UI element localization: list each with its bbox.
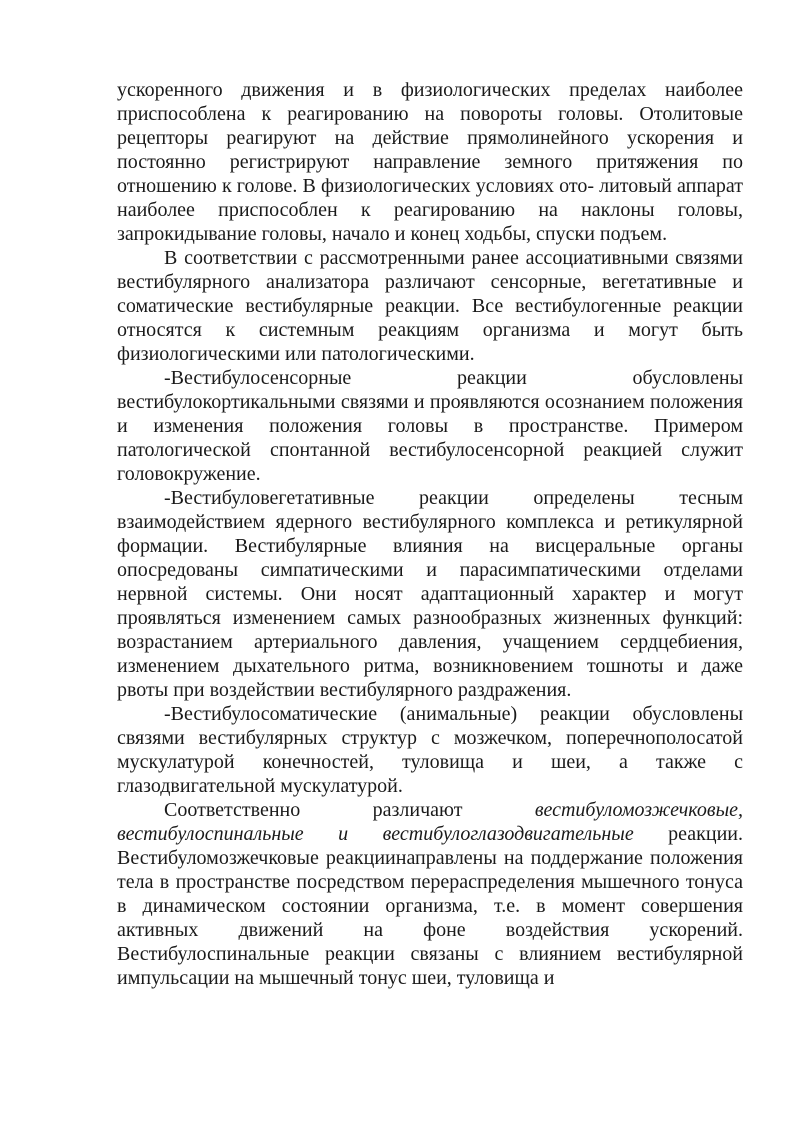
paragraph-6-text-b: реакции. Вестибуломозжечковые реакциинаправлены на поддержание положения тела в пространстве посредством перераспределения мышечного тонуса в динамическом состоянии организма, т.е. в момент совершения активных движений на фоне воздействия ускорений. Вестибулоспинальные реакции связаны с влиянием вестибулярной импульсации на мышечный тонус шеи, туловища и xyxy=(117,823,744,989)
paragraph-4: -Вестибуловегетативные реакции определены тесным взаимодействием ядерного вестибулярного комплекса и ретикулярной формации. Вестибулярные влияния на висцеральные органы опосредованы симпатическими и парасимпатическими отделами нервной системы. Они носят адаптационный характер и могут проявляться изменением самых разнообразных жизненных функций: возрастанием артериального давления, учащением сердцебиения, изменением дыхательного ритма, возникновением тошноты и даже рвоты при воздействии вестибулярного раздражения. xyxy=(117,487,743,701)
paragraph-6-italic-terms-b: вестибулоглазодвигательные xyxy=(382,823,634,845)
paragraph-2: В соответствии с рассмотренными ранее ассоциативными связями вестибулярного анализатора различают сенсорные, вегетативные и соматические вестибулярные реакции. Все вестибулогенные реакции относятся к системным реакциям организма и могут быть физиологическими или патологическими. xyxy=(117,247,743,365)
paragraph-6-text-a: Соответственно различают xyxy=(164,799,535,821)
paragraph-6-italic-and: и xyxy=(338,823,349,845)
paragraph-3: -Вестибулосенсорные реакции обусловлены вестибулокортикальными связями и проявляются осознанием положения и изменения положения головы в пространстве. Примером патологической спонтанной вестибулосенсорной реакцией служит головокружение. xyxy=(117,367,743,485)
document-page xyxy=(117,78,743,990)
paragraph-6 xyxy=(117,798,743,990)
paragraph-1: ускоренного движения и в физиологических пределах наиболее приспособлена к реагированию на повороты головы. Отолитовые рецепторы реагируют на действие прямолинейного ускорения и постоянно регистрируют направление земного притяжения по отношению к голове. В физиологических условиях ото- литовый аппарат наиболее приспособлен к реагированию на наклоны головы, запрокидывание головы, начало и конец ходьбы, спуски подъем. xyxy=(117,79,743,245)
paragraph-5: -Вестибулосоматические (анимальные) реакции обусловлены связями вестибулярных структур с мозжечком, поперечнополосатой мускулатурой конечностей, туловища и шеи, а также с глазодвигательной мускулатурой. xyxy=(117,703,743,797)
paragraph-6-space-b xyxy=(348,823,382,845)
paragraph-6-space-a xyxy=(304,823,338,845)
paragraph-6-italic-terms-a: вестибуломозжечковые, вестибулоспинальные xyxy=(117,799,743,845)
